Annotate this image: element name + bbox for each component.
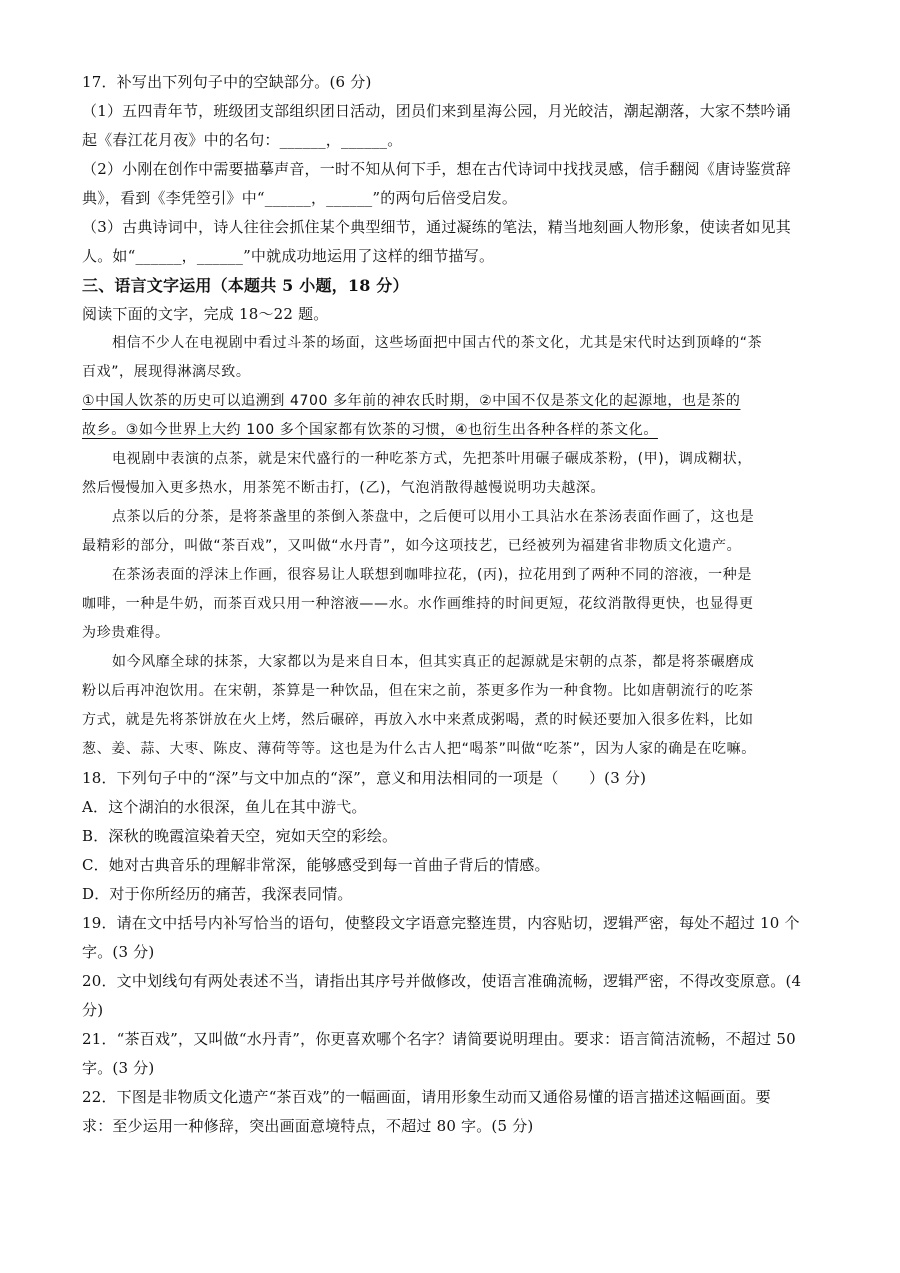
question-17-part2-line1: （2）小刚在创作中需要描摹声音，一时不知从何下手，想在古代诗词中找找灵感，信手翻阅《唐诗鉴赏辞 (82, 160, 791, 178)
section-3-instruction: 阅读下面的文字，完成 18～22 题。 (82, 305, 329, 323)
question-20 (82, 967, 822, 1025)
question-18 (82, 764, 822, 909)
passage-para6-line4: 葱、姜、蒜、大枣、陈皮、薄荷等等。这也是为什么古人把“喝茶”叫做“吃茶”，因为人家的确是在吃嘛。 (82, 741, 756, 757)
question-17 (82, 68, 822, 271)
passage-underlined-line2 (82, 416, 822, 445)
question-20-line2: 分) (82, 1001, 104, 1019)
question-21 (82, 1025, 822, 1083)
question-18-option-a: A．这个湖泊的水很深，鱼儿在其中游弋。 (82, 798, 367, 816)
question-19-line2: 字。(3 分) (82, 943, 155, 961)
passage-para6-line2: 粉以后再冲泡饮用。在宋朝，茶算是一种饮品，但在宋之前，茶更多作为一种食物。比如唐朝流行的吃茶 (82, 683, 754, 699)
passage-para3-line1: 电视剧中表演的点茶，就是宋代盛行的一种吃茶方式，先把茶叶用碾子碾成茶粉，(甲)，调成糊状， (112, 451, 752, 467)
reading-passage (82, 329, 822, 764)
question-22-line1: 22．下图是非物质文化遗产“茶百戏”的一幅画面，请用形象生动而又通俗易懂的语言描述这幅画面。要 (82, 1088, 771, 1106)
question-17-part3-line1: （3）古典诗词中，诗人往往会抓住某个典型细节，通过凝练的笔法，精当地刻画人物形象，使读者如见其 (82, 218, 791, 236)
passage-para1-line2: 百戏”，展现得淋漓尽致。 (82, 364, 251, 380)
underlined-sentence-part2: 故乡。③如今世界上大约 100 多个国家都有饮茶的习惯，④也衍生出各种各样的茶文化。 (82, 422, 658, 438)
question-17-part3-line2: 人。如“______，______”中就成功地运用了这样的细节描写。 (82, 247, 495, 265)
passage-para6-line3: 方式，就是先将茶饼放在火上烤，然后碾碎，再放入水中来煮成粥喝，煮的时候还要加入很多佐料，比如 (82, 712, 754, 728)
question-17-title: 17．补写出下列句子中的空缺部分。(6 分) (82, 73, 372, 91)
passage-para4-line2: 最精彩的部分，叫做“茶百戏”，又叫做“水丹青”，如今这项技艺，已经被列为福建省非物质文化遗产。 (82, 538, 742, 554)
question-22 (82, 1083, 822, 1141)
passage-para5-line2: 咖啡，一种是牛奶，而茶百戏只用一种溶液——水。水作画维持的时间更短，花纹消散得更快，也显得更 (82, 596, 754, 612)
question-20-line1: 20．文中划线句有两处表述不当，请指出其序号并做修改，使语言准确流畅，逻辑严密，不得改变原意。(4 (82, 972, 802, 990)
passage-para5-line3: 为珍贵难得。 (82, 625, 170, 641)
question-19-line1: 19．请在文中括号内补写恰当的语句，使整段文字语意完整连贯，内容贴切，逻辑严密，每处不超过 10 个 (82, 914, 800, 932)
passage-underlined-line1 (82, 387, 822, 416)
question-18-option-b: B．深秋的晚霞渲染着天空，宛如天空的彩绘。 (82, 827, 398, 845)
question-18-option-c: C．她对古典音乐的理解非常深，能够感受到每一首曲子背后的情感。 (82, 856, 550, 874)
exam-page (82, 68, 822, 1141)
question-21-line1: 21．“茶百戏”，又叫做“水丹青”，你更喜欢哪个名字？请简要说明理由。要求：语言简洁流畅，不超过 50 (82, 1030, 796, 1048)
question-21-line2: 字。(3 分) (82, 1059, 155, 1077)
section-3-heading: 三、语言文字运用（本题共 5 小题，18 分） (82, 276, 409, 295)
question-19 (82, 909, 822, 967)
passage-para4-line1: 点茶以后的分茶，是将茶盏里的茶倒入茶盘中，之后便可以用小工具沾水在茶汤表面作画了，这也是 (112, 509, 755, 525)
question-22-line2: 求：至少运用一种修辞，突出画面意境特点，不超过 80 字。(5 分) (82, 1117, 534, 1135)
passage-para3-line2: 然后慢慢加入更多热水，用茶筅不断击打，(乙)，气泡消散得越慢说明功夫越深。 (82, 480, 606, 496)
passage-para1-line1: 相信不少人在电视剧中看过斗茶的场面，这些场面把中国古代的茶文化，尤其是宋代时达到顶峰的“茶 (112, 335, 763, 351)
question-17-part1-line1: （1）五四青年节，班级团支部组织团日活动，团员们来到星海公园，月光皎洁，潮起潮落，大家不禁吟诵 (82, 102, 791, 120)
underlined-sentence-part1: ①中国人饮茶的历史可以追溯到 4700 多年前的神农氏时期，②中国不仅是茶文化的起源地，也是茶的 (82, 393, 741, 409)
question-18-stem: 18．下列句子中的“深”与文中加点的“深”，意义和用法相同的一项是（ ）(3 分) (82, 769, 647, 787)
question-17-part1-line2: 起《春江花月夜》中的名句：______，______。 (82, 131, 403, 149)
question-18-option-d: D．对于你所经历的痛苦，我深表同情。 (82, 885, 353, 903)
passage-para6-line1: 如今风靡全球的抹茶，大家都以为是来自日本，但其实真正的起源就是宋朝的点茶，都是将茶碾磨成 (112, 654, 755, 670)
question-17-part2-line2: 典》，看到《李凭箜引》中“______，______”的两句后倍受启发。 (82, 189, 518, 207)
passage-para5-line1: 在茶汤表面的浮沫上作画，很容易让人联想到咖啡拉花，(丙)，拉花用到了两种不同的溶液，一种是 (112, 567, 752, 583)
